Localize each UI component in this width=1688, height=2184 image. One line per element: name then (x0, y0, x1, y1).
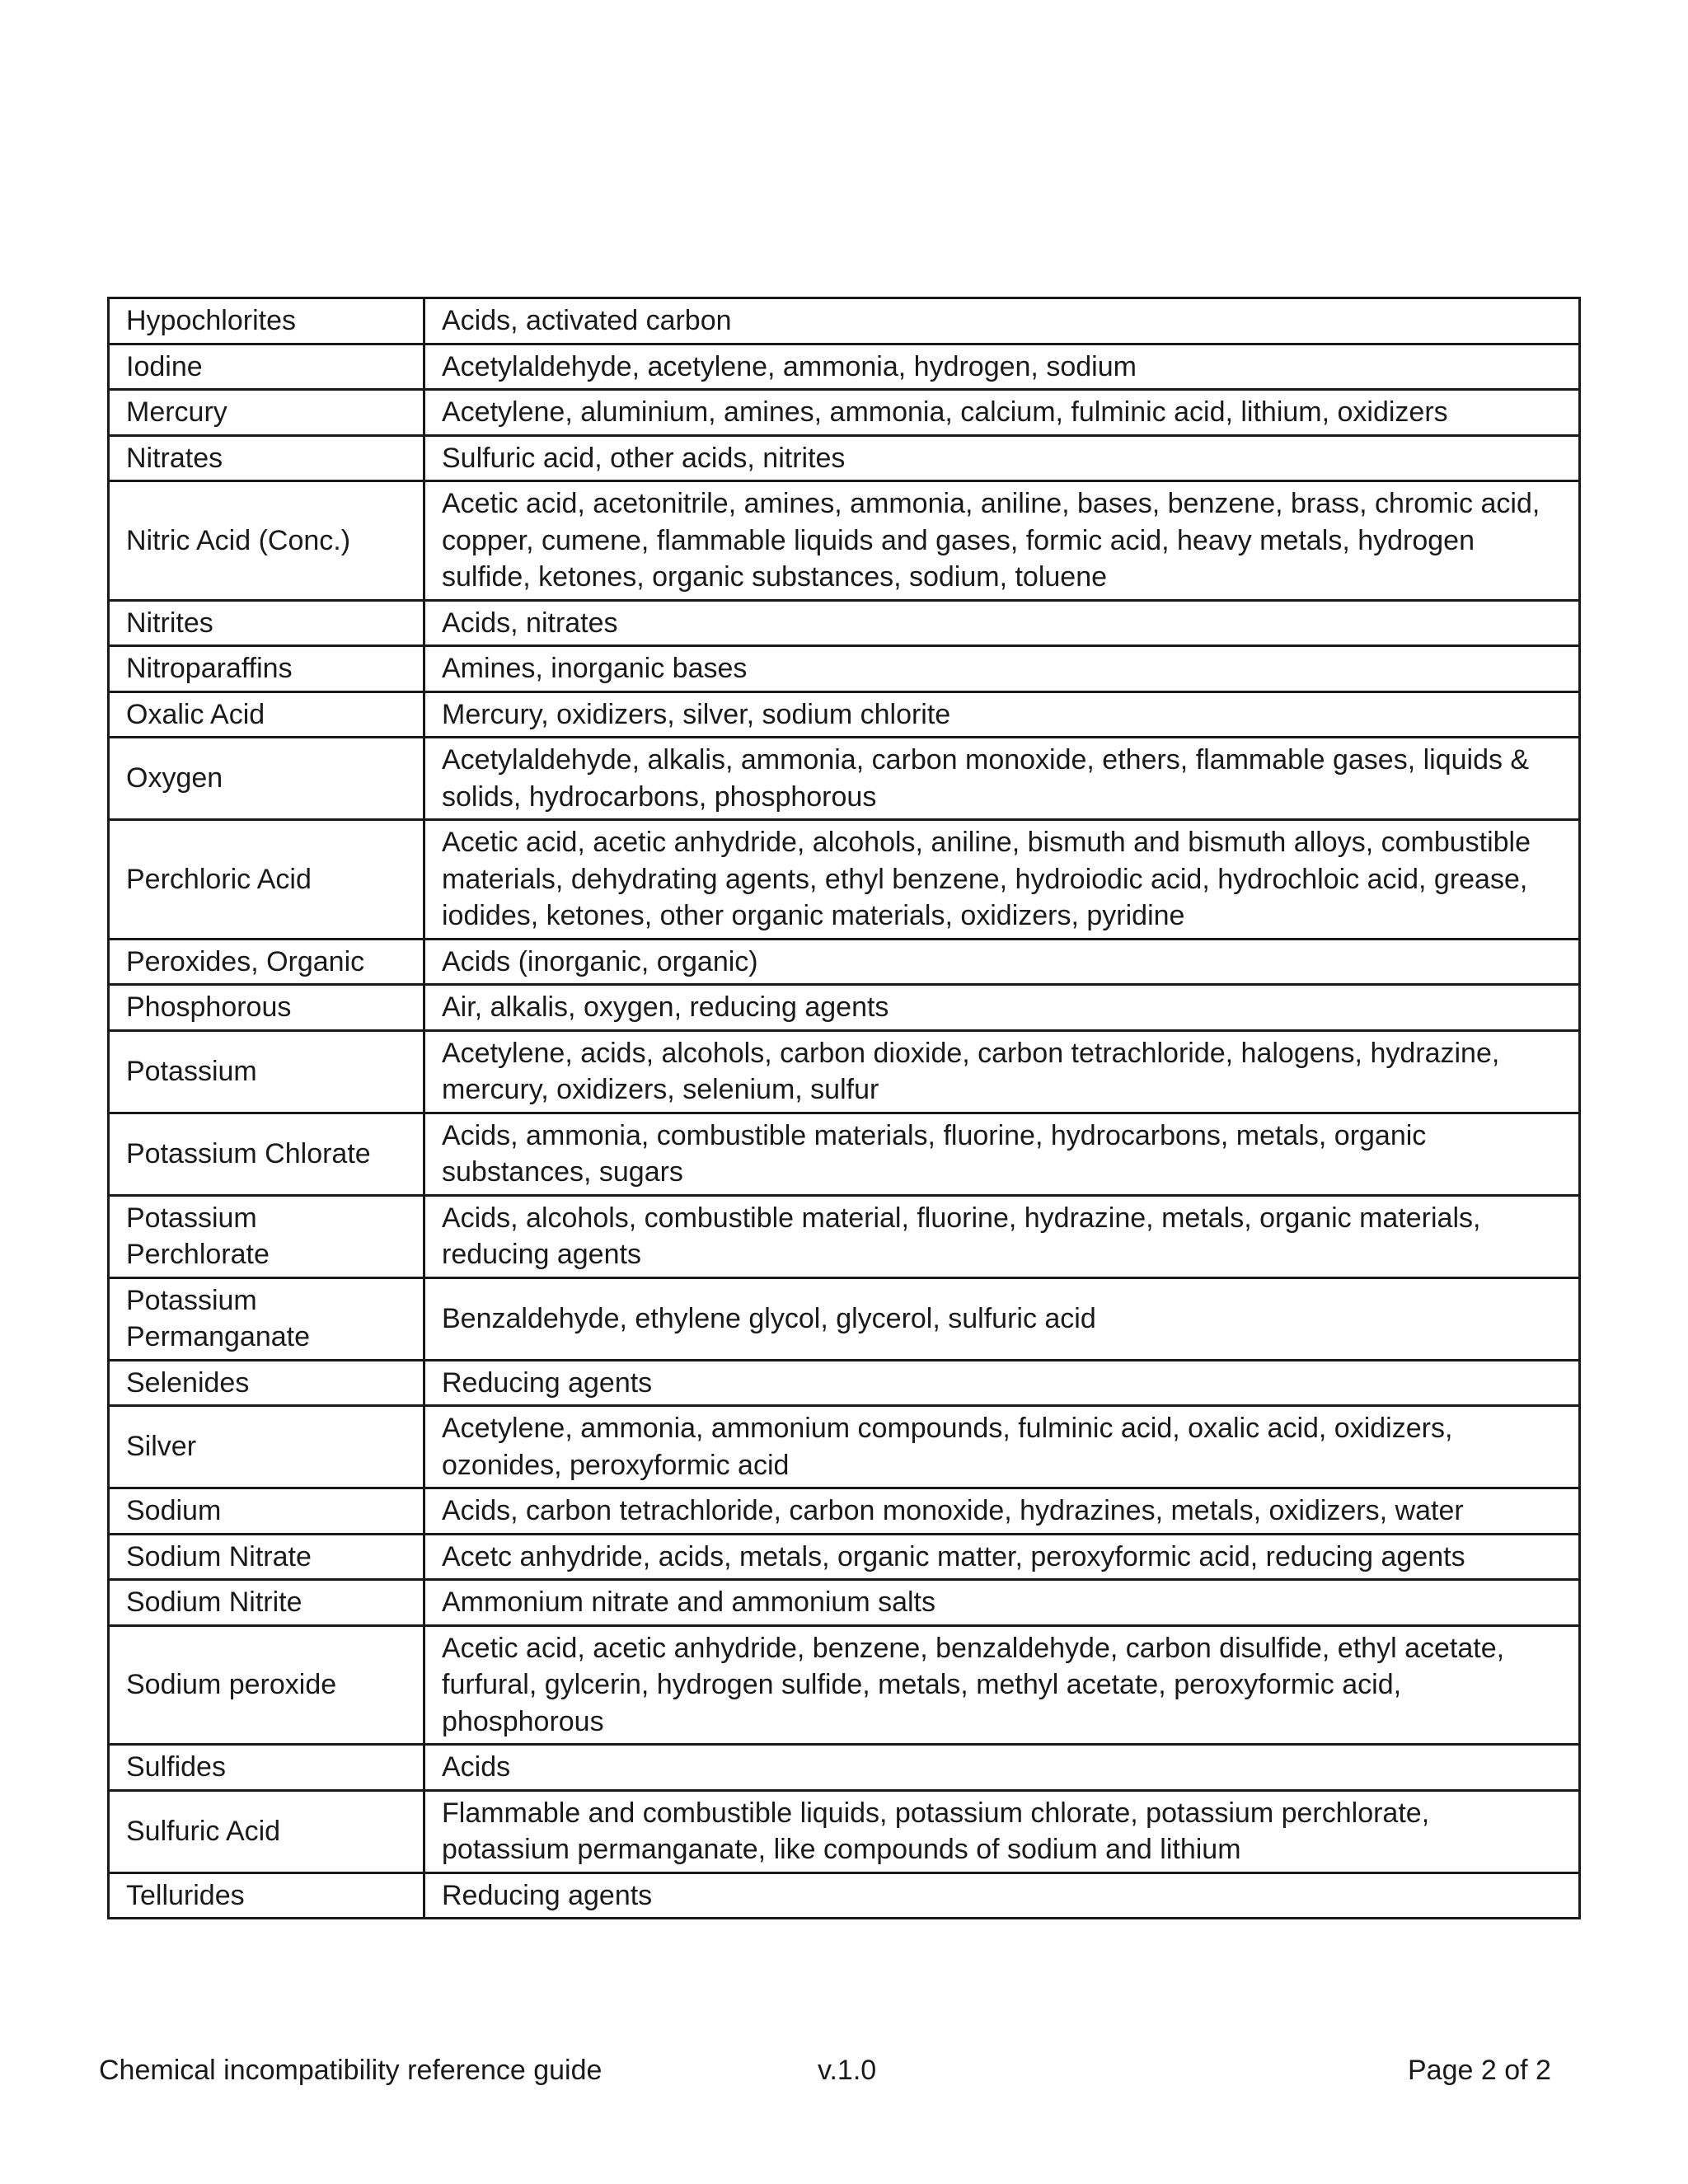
incompatible-materials-cell: Acetic acid, acetic anhydride, benzene, benzaldehyde, carbon disulfide, ethyl acetate, furfural, gylcerin, hydrogen sulfide, metals, methyl acetate, peroxyformic acid, phosphorous (424, 1625, 1580, 1745)
incompatibility-table (107, 297, 1581, 1919)
table-row (109, 298, 1580, 344)
table-row (109, 1113, 1580, 1195)
incompatible-materials-cell: Acetic acid, acetonitrile, amines, ammonia, aniline, bases, benzene, brass, chromic acid, copper, cumene, flammable liquids and gases, formic acid, heavy metals, hydrogen sulfide, ketones, organic substances, sodium, toluene (424, 481, 1580, 601)
table-row (109, 390, 1580, 436)
table-row (109, 939, 1580, 985)
footer-version: v.1.0 (818, 2055, 877, 2086)
table-body (109, 298, 1580, 1919)
incompatible-materials-cell: Reducing agents (424, 1360, 1580, 1406)
chemical-name-cell: Iodine (109, 344, 424, 390)
chemical-name-cell: Nitrates (109, 435, 424, 481)
table-row (109, 1030, 1580, 1113)
incompatible-materials-cell: Acids, nitrates (424, 600, 1580, 646)
incompatible-materials-cell: Acetylene, aluminium, amines, ammonia, calcium, fulminic acid, lithium, oxidizers (424, 390, 1580, 436)
chemical-name-cell: Silver (109, 1406, 424, 1488)
incompatible-materials-cell: Acids (424, 1745, 1580, 1791)
incompatible-materials-cell: Acetylene, ammonia, ammonium compounds, fulminic acid, oxalic acid, oxidizers, ozonides, peroxyformic acid (424, 1406, 1580, 1488)
chemical-name-cell: Oxygen (109, 738, 424, 820)
table-row (109, 1195, 1580, 1277)
chemical-name-cell: Potassium (109, 1030, 424, 1113)
incompatible-materials-cell: Ammonium nitrate and ammonium salts (424, 1580, 1580, 1626)
incompatible-materials-cell: Flammable and combustible liquids, potassium chlorate, potassium perchlorate, potassium permanganate, like compounds of sodium and lithium (424, 1790, 1580, 1872)
chemical-name-cell: Sodium Nitrite (109, 1580, 424, 1626)
chemical-name-cell: Peroxides, Organic (109, 939, 424, 985)
incompatible-materials-cell: Acids, activated carbon (424, 298, 1580, 344)
chemical-name-cell: Potassium Perchlorate (109, 1195, 424, 1277)
chemical-name-cell: Oxalic Acid (109, 691, 424, 738)
chemical-name-cell: Sodium (109, 1488, 424, 1535)
table-row (109, 1406, 1580, 1488)
table-row (109, 1488, 1580, 1535)
table-row (109, 1277, 1580, 1360)
chemical-name-cell: Sodium Nitrate (109, 1534, 424, 1580)
table-row (109, 481, 1580, 601)
footer-document-title: Chemical incompatibility reference guide (99, 2055, 603, 2086)
chemical-name-cell: Sodium peroxide (109, 1625, 424, 1745)
chemical-name-cell: Mercury (109, 390, 424, 436)
incompatible-materials-cell: Mercury, oxidizers, silver, sodium chlorite (424, 691, 1580, 738)
chemical-name-cell: Phosphorous (109, 985, 424, 1031)
table-row (109, 435, 1580, 481)
chemical-name-cell: Perchloric Acid (109, 820, 424, 940)
table-row (109, 1625, 1580, 1745)
chemical-name-cell: Tellurides (109, 1872, 424, 1919)
table-row (109, 1790, 1580, 1872)
incompatible-materials-cell: Air, alkalis, oxygen, reducing agents (424, 985, 1580, 1031)
table-row (109, 1745, 1580, 1791)
table-row (109, 344, 1580, 390)
incompatible-materials-cell: Acetic acid, acetic anhydride, alcohols, aniline, bismuth and bismuth alloys, combustible materials, dehydrating agents, ethyl benzene, hydroiodic acid, hydrochloic acid, grease, iodides, ketones, other organic materials, oxidizers, pyridine (424, 820, 1580, 940)
incompatible-materials-cell: Acetc anhydride, acids, metals, organic matter, peroxyformic acid, reducing agents (424, 1534, 1580, 1580)
table-row (109, 691, 1580, 738)
incompatible-materials-cell: Reducing agents (424, 1872, 1580, 1919)
table-row (109, 820, 1580, 940)
incompatible-materials-cell: Acids (inorganic, organic) (424, 939, 1580, 985)
incompatible-materials-cell: Acids, ammonia, combustible materials, fluorine, hydrocarbons, metals, organic substances, sugars (424, 1113, 1580, 1195)
chemical-name-cell: Sulfuric Acid (109, 1790, 424, 1872)
chemical-name-cell: Nitrites (109, 600, 424, 646)
incompatible-materials-cell: Acetylaldehyde, acetylene, ammonia, hydrogen, sodium (424, 344, 1580, 390)
table-row (109, 1360, 1580, 1406)
incompatible-materials-cell: Amines, inorganic bases (424, 646, 1580, 692)
table-row (109, 1534, 1580, 1580)
incompatible-materials-cell: Acids, alcohols, combustible material, fluorine, hydrazine, metals, organic materials, reducing agents (424, 1195, 1580, 1277)
table-row (109, 646, 1580, 692)
footer-page-number: Page 2 of 2 (1408, 2055, 1551, 2086)
chemical-name-cell: Sulfides (109, 1745, 424, 1791)
incompatible-materials-cell: Acetylaldehyde, alkalis, ammonia, carbon monoxide, ethers, flammable gases, liquids & solids, hydrocarbons, phosphorous (424, 738, 1580, 820)
chemical-name-cell: Nitroparaffins (109, 646, 424, 692)
chemical-name-cell: Hypochlorites (109, 298, 424, 344)
table-row (109, 1580, 1580, 1626)
table-row (109, 738, 1580, 820)
incompatible-materials-cell: Acetylene, acids, alcohols, carbon dioxide, carbon tetrachloride, halogens, hydrazine, mercury, oxidizers, selenium, sulfur (424, 1030, 1580, 1113)
table-row (109, 985, 1580, 1031)
chemical-name-cell: Potassium Chlorate (109, 1113, 424, 1195)
chemical-name-cell: Nitric Acid (Conc.) (109, 481, 424, 601)
table-row (109, 600, 1580, 646)
incompatible-materials-cell: Sulfuric acid, other acids, nitrites (424, 435, 1580, 481)
chemical-name-cell: Potassium Permanganate (109, 1277, 424, 1360)
table-row (109, 1872, 1580, 1919)
incompatible-materials-cell: Benzaldehyde, ethylene glycol, glycerol, sulfuric acid (424, 1277, 1580, 1360)
chemical-name-cell: Selenides (109, 1360, 424, 1406)
incompatible-materials-cell: Acids, carbon tetrachloride, carbon monoxide, hydrazines, metals, oxidizers, water (424, 1488, 1580, 1535)
